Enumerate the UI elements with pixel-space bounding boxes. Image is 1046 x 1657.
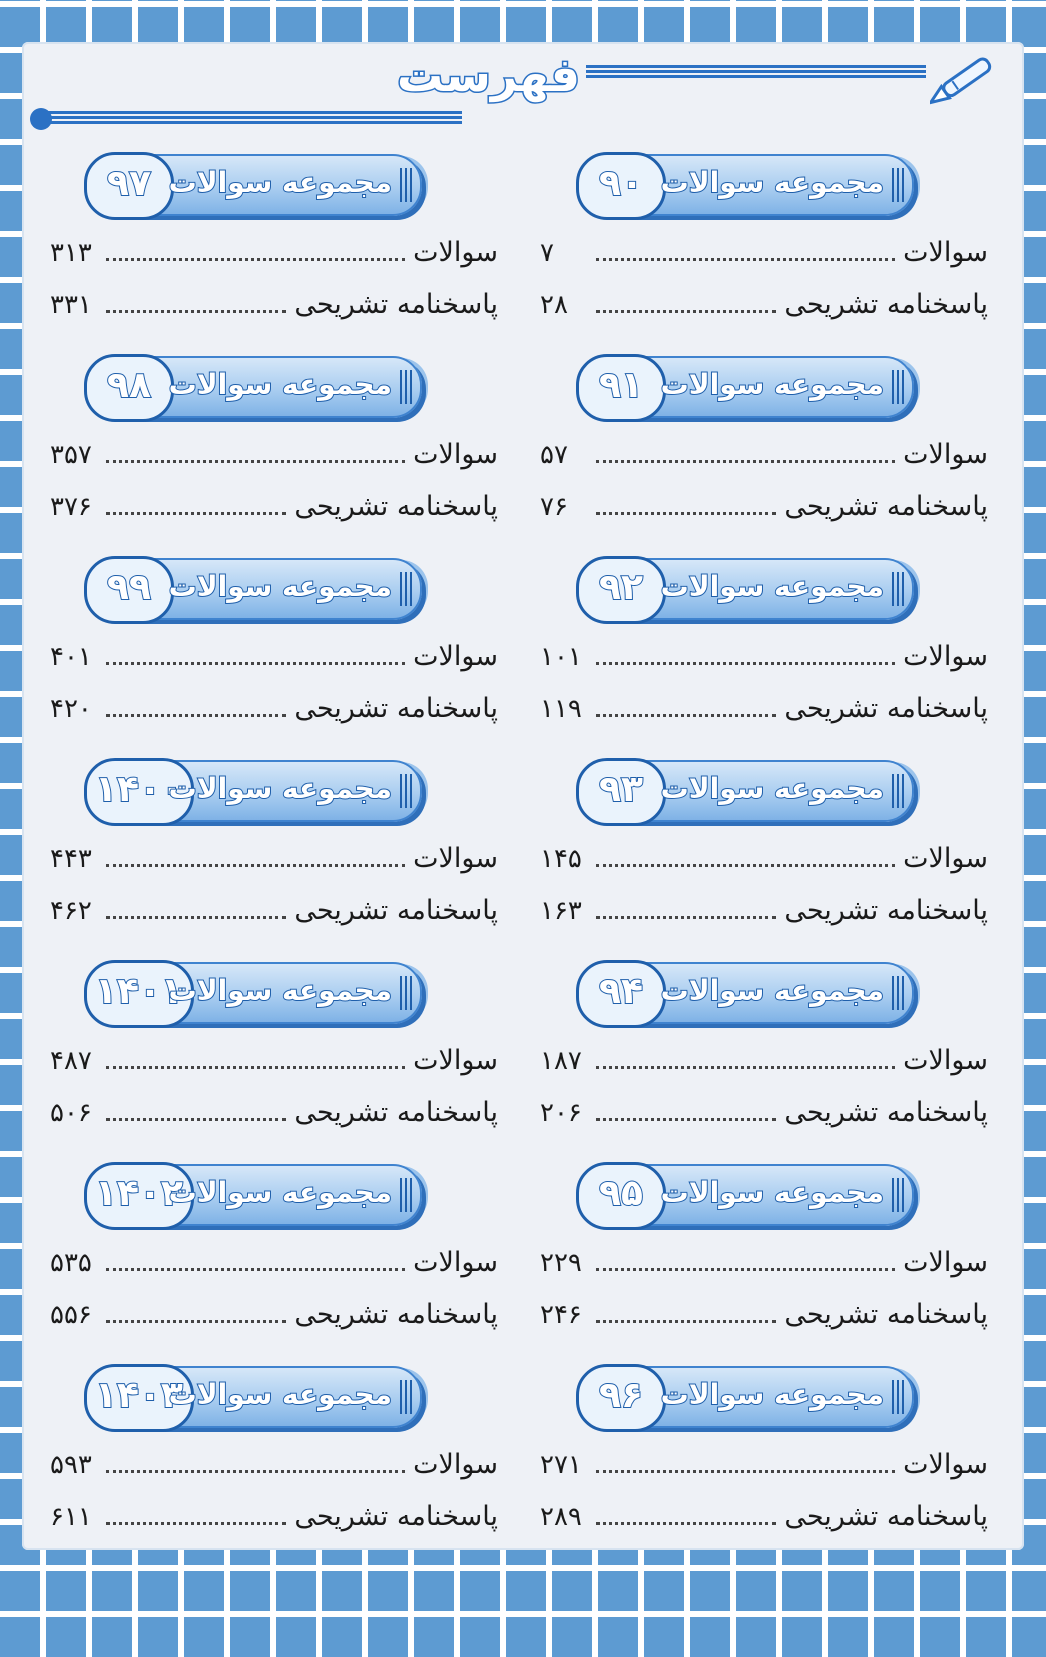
toc-row-answers[interactable] [540,684,988,724]
collection-number: ۹۲ [576,556,666,624]
page-number: ۲۲۹ [540,1248,582,1278]
toc-row-answers[interactable] [540,1492,988,1532]
collection-entry [540,554,988,756]
page-number: ۵۰۶ [50,1098,92,1128]
collection-badge-label: مجموعه سوالات [660,1176,884,1209]
collection-number: ۹۸ [84,354,174,422]
toc-label: پاسخنامه تشریحی [784,693,988,724]
collection-number: ۹۵ [576,1162,666,1230]
page-number: ۷۶ [540,492,568,522]
collection-entry [540,1160,988,1362]
collection-badge-label: مجموعه سوالات [168,368,392,401]
toc-label: سوالات [413,439,498,470]
toc-row-questions[interactable] [50,228,498,268]
collection-badge [580,356,914,418]
collection-entry [50,1362,498,1564]
badge-stripes [400,1178,412,1212]
toc-row-questions[interactable] [540,834,988,874]
collection-entry [50,352,498,554]
toc-row-questions[interactable] [540,228,988,268]
toc-label: پاسخنامه تشریحی [294,1501,498,1532]
page-number: ۳۳۱ [50,290,92,320]
page-number: ۱۴۵ [540,844,582,874]
collection-entry [50,756,498,958]
dot-leader [106,916,286,919]
toc-label: پاسخنامه تشریحی [784,895,988,926]
page-number: ۱۸۷ [540,1046,582,1076]
page-number: ۴۰۱ [50,642,92,672]
dot-leader [596,1470,895,1473]
dot-leader [106,864,405,867]
toc-label: سوالات [413,1449,498,1480]
toc-row-answers[interactable] [50,886,498,926]
page-number: ۱۶۳ [540,896,582,926]
collection-number: ۹۰ [576,152,666,220]
collection-number: ۹۴ [576,960,666,1028]
toc-label: سوالات [413,1045,498,1076]
collection-entry [540,1362,988,1564]
dot-leader [596,1522,776,1525]
page-number: ۴۲۰ [50,694,92,724]
toc-row-questions[interactable] [50,1440,498,1480]
page-number: ۲۸۹ [540,1502,582,1532]
page-number: ۵۹۳ [50,1450,92,1480]
collection-badge [580,558,914,620]
dot-leader [596,258,895,261]
collection-badge [580,154,914,216]
collection-badge [88,154,422,216]
collection-entry [540,352,988,554]
toc-row-questions[interactable] [540,430,988,470]
badge-stripes [400,1380,412,1414]
toc-label: پاسخنامه تشریحی [294,1097,498,1128]
toc-label: سوالات [413,237,498,268]
dot-leader [596,916,776,919]
toc-label: سوالات [903,1045,988,1076]
collection-badge-label: مجموعه سوالات [168,772,392,805]
badge-stripes [400,976,412,1010]
toc-label: پاسخنامه تشریحی [294,895,498,926]
page-number: ۳۷۶ [50,492,92,522]
dot-leader [106,662,405,665]
dot-leader [596,864,895,867]
dot-icon [30,108,52,130]
toc-row-questions[interactable] [50,430,498,470]
page-number: ۴۴۳ [50,844,92,874]
badge-stripes [400,572,412,606]
dot-leader [106,460,405,463]
toc-label: پاسخنامه تشریحی [294,693,498,724]
collection-entry [50,1160,498,1362]
page-title: فهرست [396,48,580,102]
page-number: ۵۵۶ [50,1300,92,1330]
collection-number: ۹۶ [576,1364,666,1432]
collection-entry [50,958,498,1160]
collection-entry [540,958,988,1160]
badge-stripes [892,774,904,808]
collection-badge [88,1164,422,1226]
toc-row-answers[interactable] [50,1290,498,1330]
collection-badge [88,1366,422,1428]
toc-label: سوالات [903,641,988,672]
dot-leader [106,1066,405,1069]
toc-row-questions[interactable] [50,632,498,672]
page-number: ۵۳۵ [50,1248,92,1278]
fountain-pen-icon [930,40,1010,110]
badge-stripes [892,1380,904,1414]
collection-badge-label: مجموعه سوالات [660,368,884,401]
toc-row-answers[interactable] [50,482,498,522]
toc-row-answers[interactable] [50,684,498,724]
dot-leader [596,1066,895,1069]
collection-badge [88,962,422,1024]
collection-entry [540,756,988,958]
toc-row-answers[interactable] [540,886,988,926]
page-number: ۵۷ [540,440,568,470]
badge-stripes [892,168,904,202]
collection-badge [580,760,914,822]
collection-badge-label: مجموعه سوالات [660,974,884,1007]
dot-leader [596,310,776,313]
badge-stripes [892,572,904,606]
dot-leader [596,460,895,463]
badge-stripes [400,168,412,202]
collection-badge [580,1164,914,1226]
dot-leader [106,258,405,261]
dot-leader [106,512,286,515]
dot-leader [596,1118,776,1121]
toc-label: سوالات [903,237,988,268]
page-number: ۳۱۳ [50,238,92,268]
collection-badge-label: مجموعه سوالات [168,166,392,199]
badge-stripes [892,976,904,1010]
dot-leader [596,714,776,717]
toc-row-questions[interactable] [540,1440,988,1480]
toc-label: پاسخنامه تشریحی [294,491,498,522]
collection-badge-label: مجموعه سوالات [660,166,884,199]
dot-leader [106,1118,286,1121]
collection-badge [88,356,422,418]
badge-stripes [400,370,412,404]
toc-row-answers[interactable] [540,1290,988,1330]
dot-leader [106,1320,286,1323]
page-number: ۴۸۷ [50,1046,92,1076]
collection-badge-label: مجموعه سوالات [168,1176,392,1209]
toc-label: سوالات [903,439,988,470]
toc-row-questions[interactable] [50,1238,498,1278]
collection-badge-label: مجموعه سوالات [660,772,884,805]
toc-row-answers[interactable] [50,1088,498,1128]
dot-leader [106,714,286,717]
page-number: ۲۷۱ [540,1450,582,1480]
badge-stripes [892,1178,904,1212]
toc-label: پاسخنامه تشریحی [784,289,988,320]
dot-leader [596,512,776,515]
toc-label: سوالات [903,843,988,874]
collection-badge [88,760,422,822]
dot-leader [596,1268,895,1271]
collection-entry [50,150,498,352]
dot-leader [596,662,895,665]
toc-label: سوالات [413,641,498,672]
collection-badge [580,962,914,1024]
collection-number: ۹۷ [84,152,174,220]
collection-badge [580,1366,914,1428]
toc-label: سوالات [413,1247,498,1278]
right-column [540,150,988,1564]
toc-label: پاسخنامه تشریحی [784,1299,988,1330]
toc-row-questions[interactable] [540,632,988,672]
page-number: ۲۰۶ [540,1098,582,1128]
collection-entry [540,150,988,352]
toc-row-answers[interactable] [540,280,988,320]
toc-row-questions[interactable] [540,1238,988,1278]
page-number: ۶۱۱ [50,1502,92,1532]
collection-badge [88,558,422,620]
toc-label: پاسخنامه تشریحی [294,289,498,320]
page-number: ۲۴۶ [540,1300,582,1330]
page-number: ۱۱۹ [540,694,582,724]
toc-row-answers[interactable] [50,1492,498,1532]
collection-badge-label: مجموعه سوالات [168,570,392,603]
dot-leader [106,310,286,313]
toc-label: پاسخنامه تشریحی [294,1299,498,1330]
toc-row-answers[interactable] [540,482,988,522]
page-number: ۱۰۱ [540,642,582,672]
toc-label: سوالات [903,1449,988,1480]
collection-badge-label: مجموعه سوالات [168,1378,392,1411]
toc-label: پاسخنامه تشریحی [784,1501,988,1532]
dot-leader [106,1268,405,1271]
left-column [50,150,498,1564]
toc-row-answers[interactable] [50,280,498,320]
collection-entry [50,554,498,756]
toc-label: سوالات [903,1247,988,1278]
dot-leader [106,1522,286,1525]
page-number: ۳۵۷ [50,440,92,470]
collection-number: ۹۱ [576,354,666,422]
collection-badge-label: مجموعه سوالات [660,570,884,603]
toc-row-questions[interactable] [540,1036,988,1076]
collection-number: ۱۴۰۳ [84,1364,194,1432]
badge-stripes [400,774,412,808]
toc-row-answers[interactable] [540,1088,988,1128]
collection-number: ۱۴۰۱ [84,960,194,1028]
dot-leader [596,1320,776,1323]
toc-row-questions[interactable] [50,1036,498,1076]
page-number: ۷ [540,238,554,268]
toc-label: پاسخنامه تشریحی [784,1097,988,1128]
header-rule-right [586,64,926,78]
badge-stripes [892,370,904,404]
collection-badge-label: مجموعه سوالات [660,1378,884,1411]
page-number: ۲۸ [540,290,568,320]
collection-number: ۹۳ [576,758,666,826]
page-number: ۴۶۲ [50,896,92,926]
dot-leader [106,1470,405,1473]
toc-label: سوالات [413,843,498,874]
collection-badge-label: مجموعه سوالات [168,974,392,1007]
header-rule-left [44,110,462,124]
toc-label: پاسخنامه تشریحی [784,491,988,522]
collection-number: ۱۴۰۰ [84,758,194,826]
toc-row-questions[interactable] [50,834,498,874]
collection-number: ۱۴۰۲ [84,1162,194,1230]
collection-number: ۹۹ [84,556,174,624]
